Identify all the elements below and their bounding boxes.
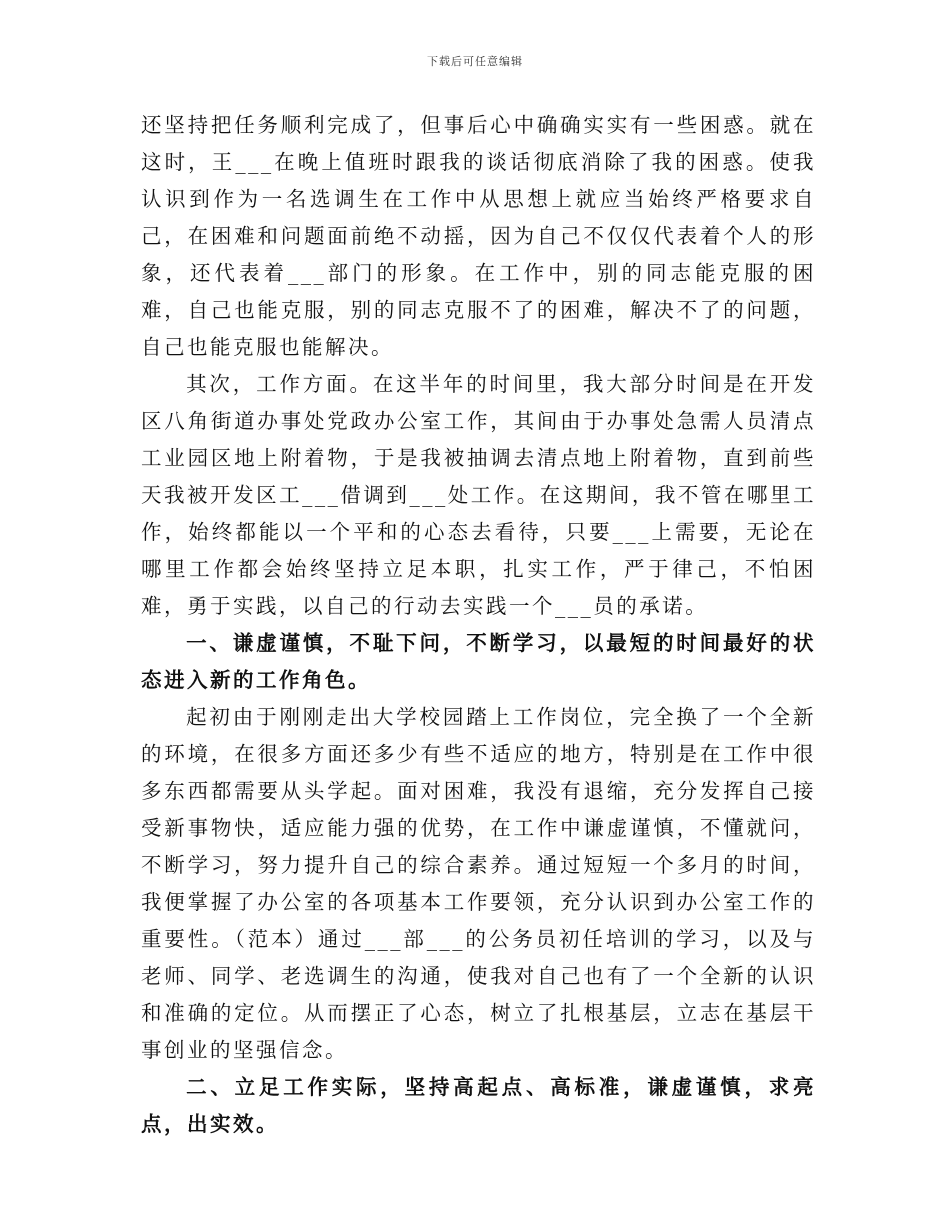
body-paragraph: 起初由于刚刚走出大学校园踏上工作岗位，完全换了一个全新的环境，在很多方面还多少有些不适应的地方，特别是在工作中很多东西都需要从头学起。面对困难，我没有退缩，充分发挥自己接受新事物快，适应能力强的优势，在工作中谦虚谨慎，不懂就问，不断学习，努力提升自己的综合素养。通过短短一个多月的时间，我便掌握了办公室的各项基本工作要领，充分认识到办公室工作的重要性。（范本）通过___部___的公务员初任培训的学习，以及与老师、同学、老选调生的沟通，使我对自己也有了一个全新的认识和准确的定位。从而摆正了心态，树立了扎根基层，立志在基层干事创业的坚强信念。: [141, 705, 816, 1062]
body-paragraph: 其次，工作方面。在这半年的时间里，我大部分时间是在开发区八角街道办事处党政办公室工作，其间由于办事处急需人员清点工业园区地上附着物，于是我被抽调去清点地上附着物，直到前些天我被开发区工___借调到___处工作。在这期间，我不管在哪里工作，始终都能以一个平和的心态去看待，只要___上需要，无论在哪里工作都会始终坚持立足本职，扎实工作，严于律己，不怕困难，勇于实践，以自己的行动去实践一个___员的承诺。: [141, 372, 816, 618]
section-heading: 二、立足工作实际，坚持高起点、高标准，谦虚谨慎，求亮点，出实效。: [141, 1075, 816, 1136]
body-paragraph: 还坚持把任务顺利完成了，但事后心中确确实实有一些困惑。就在这时，王___在晚上值班时跟我的谈话彻底消除了我的困惑。使我认识到作为一名选调生在工作中从思想上就应当始终严格要求自己，在困难和问题面前绝不动摇，因为自己不仅仅代表着个人的形象，还代表着___部门的形象。在工作中，别的同志能克服的困难，自己也能克服，别的同志克服不了的困难，解决不了的问题，自己也能克服也能解决。: [141, 113, 816, 359]
section-heading: 一、谦虚谨慎，不耻下问，不断学习，以最短的时间最好的状态进入新的工作角色。: [141, 631, 816, 692]
document-body: [141, 107, 816, 1143]
page-header: 下载后可任意编辑: [427, 55, 523, 68]
